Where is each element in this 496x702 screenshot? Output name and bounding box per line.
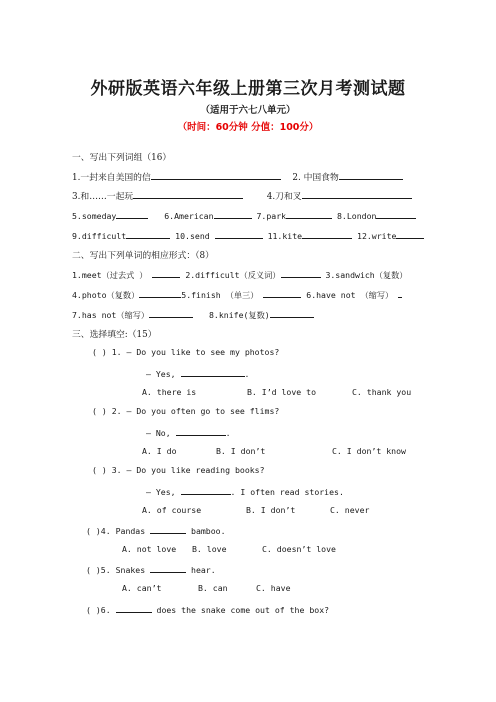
question-3-options	[142, 505, 369, 515]
answer-paren[interactable]: ( )	[86, 526, 101, 536]
phrase-item-11: 11.kite	[267, 231, 303, 241]
question-5	[86, 563, 216, 575]
answer-blank[interactable]	[398, 288, 402, 298]
question-stem: 1. — Do you like to see my photos?	[111, 347, 280, 357]
reply-prefix: — Yes,	[146, 369, 181, 379]
answer-blank[interactable]	[139, 288, 181, 298]
stem-suffix: does the snake come out of the box?	[151, 605, 330, 615]
option-a[interactable]: A. can’t	[122, 583, 162, 593]
option-a[interactable]: A. not love	[122, 544, 177, 554]
answer-blank[interactable]	[152, 268, 180, 278]
answer-blank[interactable]	[270, 308, 314, 318]
answer-blank[interactable]	[302, 189, 412, 199]
question-2	[92, 406, 279, 416]
phrase-item-1: 1.一封来自美国的信	[72, 173, 151, 183]
answer-blank[interactable]	[396, 229, 424, 239]
question-3	[92, 465, 265, 475]
question-1-options	[142, 387, 411, 397]
phrase-item-7: 7.park	[256, 211, 287, 221]
section2-row-2	[72, 288, 402, 301]
word-form-item-1: 1.meet（过去式 ）	[72, 270, 148, 280]
reply-suffix: .	[225, 428, 231, 438]
reply-prefix: — No,	[146, 428, 176, 438]
question-stem: 3. — Do you like reading books?	[111, 465, 265, 475]
option-b[interactable]: B. I don’t	[216, 446, 266, 456]
word-form-item-3: 3.sandwich（复数）	[325, 270, 408, 280]
reply-suffix: .	[244, 369, 250, 379]
option-b[interactable]: B. I’d love to	[247, 387, 317, 397]
question-6	[86, 603, 329, 615]
option-c[interactable]: C. doesn’t love	[262, 544, 336, 554]
answer-paren[interactable]: ( )	[86, 605, 101, 615]
reply-prefix: — Yes,	[146, 487, 181, 497]
reply-suffix: . I often read stories.	[230, 487, 344, 497]
phrase-item-8: 8.London	[337, 211, 377, 221]
question-4-options	[122, 544, 336, 554]
answer-paren[interactable]: ( )	[92, 406, 107, 416]
option-b[interactable]: B. love	[192, 544, 227, 554]
phrase-item-9: 9.difficult	[72, 231, 127, 241]
word-form-item-5: 5.finish （单三）	[181, 290, 259, 300]
answer-blank[interactable]	[376, 209, 416, 219]
answer-blank[interactable]	[339, 170, 403, 180]
answer-blank[interactable]	[116, 603, 152, 613]
question-3-reply	[146, 485, 344, 497]
answer-blank[interactable]	[263, 288, 301, 298]
word-form-item-2: 2.difficult（反义词）	[185, 270, 281, 280]
answer-blank[interactable]	[215, 229, 263, 239]
exam-subtitle: （适用于六七八单元）	[200, 105, 296, 116]
section2-row-3	[72, 308, 314, 321]
stem-prefix: 4. Pandas	[100, 526, 151, 536]
question-2-reply	[146, 426, 231, 438]
option-a[interactable]: A. of course	[142, 505, 202, 515]
exam-time-score: （时间：60分钟 分值：100分）	[177, 122, 319, 133]
answer-blank[interactable]	[150, 524, 186, 534]
word-form-item-7: 7.has not（缩写）	[72, 310, 150, 320]
word-form-item-8: 8.knife(复数)	[209, 310, 270, 320]
exam-title: 外研版英语六年级上册第三次月考测试题	[90, 79, 406, 99]
section3-heading: 三、选择填空:（15）	[72, 330, 157, 340]
answer-blank[interactable]	[176, 426, 226, 436]
question-5-options	[122, 583, 291, 593]
answer-blank[interactable]	[181, 485, 231, 495]
option-c[interactable]: C. never	[330, 505, 370, 515]
phrase-item-2: 2. 中国食物	[292, 173, 339, 183]
answer-blank[interactable]	[181, 367, 245, 377]
phrase-item-6: 6.American	[164, 211, 214, 221]
phrase-item-12: 12.write	[357, 231, 397, 241]
question-1-reply	[146, 367, 249, 379]
answer-blank[interactable]	[214, 209, 252, 219]
stem-prefix: 5. Snakes	[100, 565, 151, 575]
answer-blank[interactable]	[133, 189, 243, 199]
question-1	[92, 347, 279, 357]
section2-row-1	[72, 268, 407, 281]
section1-row-2	[72, 189, 412, 202]
section1-row-1	[72, 170, 403, 183]
answer-blank[interactable]	[150, 563, 186, 573]
answer-paren[interactable]: ( )	[92, 347, 107, 357]
word-form-item-6: 6.have not （缩写）	[306, 290, 394, 300]
stem-suffix: hear.	[186, 565, 216, 575]
question-stem: 2. — Do you often go to see flims?	[111, 406, 280, 416]
question-2-options	[142, 446, 406, 456]
answer-blank[interactable]	[116, 209, 148, 219]
answer-blank[interactable]	[281, 268, 321, 278]
answer-blank[interactable]	[151, 170, 281, 180]
stem-prefix: 6.	[100, 605, 116, 615]
answer-blank[interactable]	[286, 209, 332, 219]
section1-heading: 一、写出下列词组（16）	[72, 153, 172, 163]
option-c[interactable]: C. have	[256, 583, 291, 593]
answer-blank[interactable]	[302, 229, 352, 239]
section1-row-4	[72, 229, 424, 241]
answer-paren[interactable]: ( )	[92, 465, 107, 475]
option-a[interactable]: A. there is	[142, 387, 197, 397]
option-c[interactable]: C. thank you	[352, 387, 412, 397]
phrase-item-5: 5.someday	[72, 211, 117, 221]
answer-blank[interactable]	[126, 229, 170, 239]
answer-paren[interactable]: ( )	[86, 565, 101, 575]
option-c[interactable]: C. I don’t know	[332, 446, 406, 456]
option-b[interactable]: B. I don’t	[246, 505, 296, 515]
option-a[interactable]: A. I do	[142, 446, 177, 456]
phrase-item-10: 10.send	[175, 231, 210, 241]
word-form-item-4: 4.photo（复数）	[72, 290, 140, 300]
section2-heading: 二、写出下列单词的相应形式：（8）	[72, 251, 214, 261]
stem-suffix: bamboo.	[186, 526, 226, 536]
question-4	[86, 524, 226, 536]
answer-blank[interactable]	[149, 308, 193, 318]
option-b[interactable]: B. can	[198, 583, 228, 593]
phrase-item-3: 3.和……一起玩	[72, 192, 134, 202]
phrase-item-4: 4.刀和叉	[266, 192, 302, 202]
section1-row-3	[72, 209, 416, 221]
